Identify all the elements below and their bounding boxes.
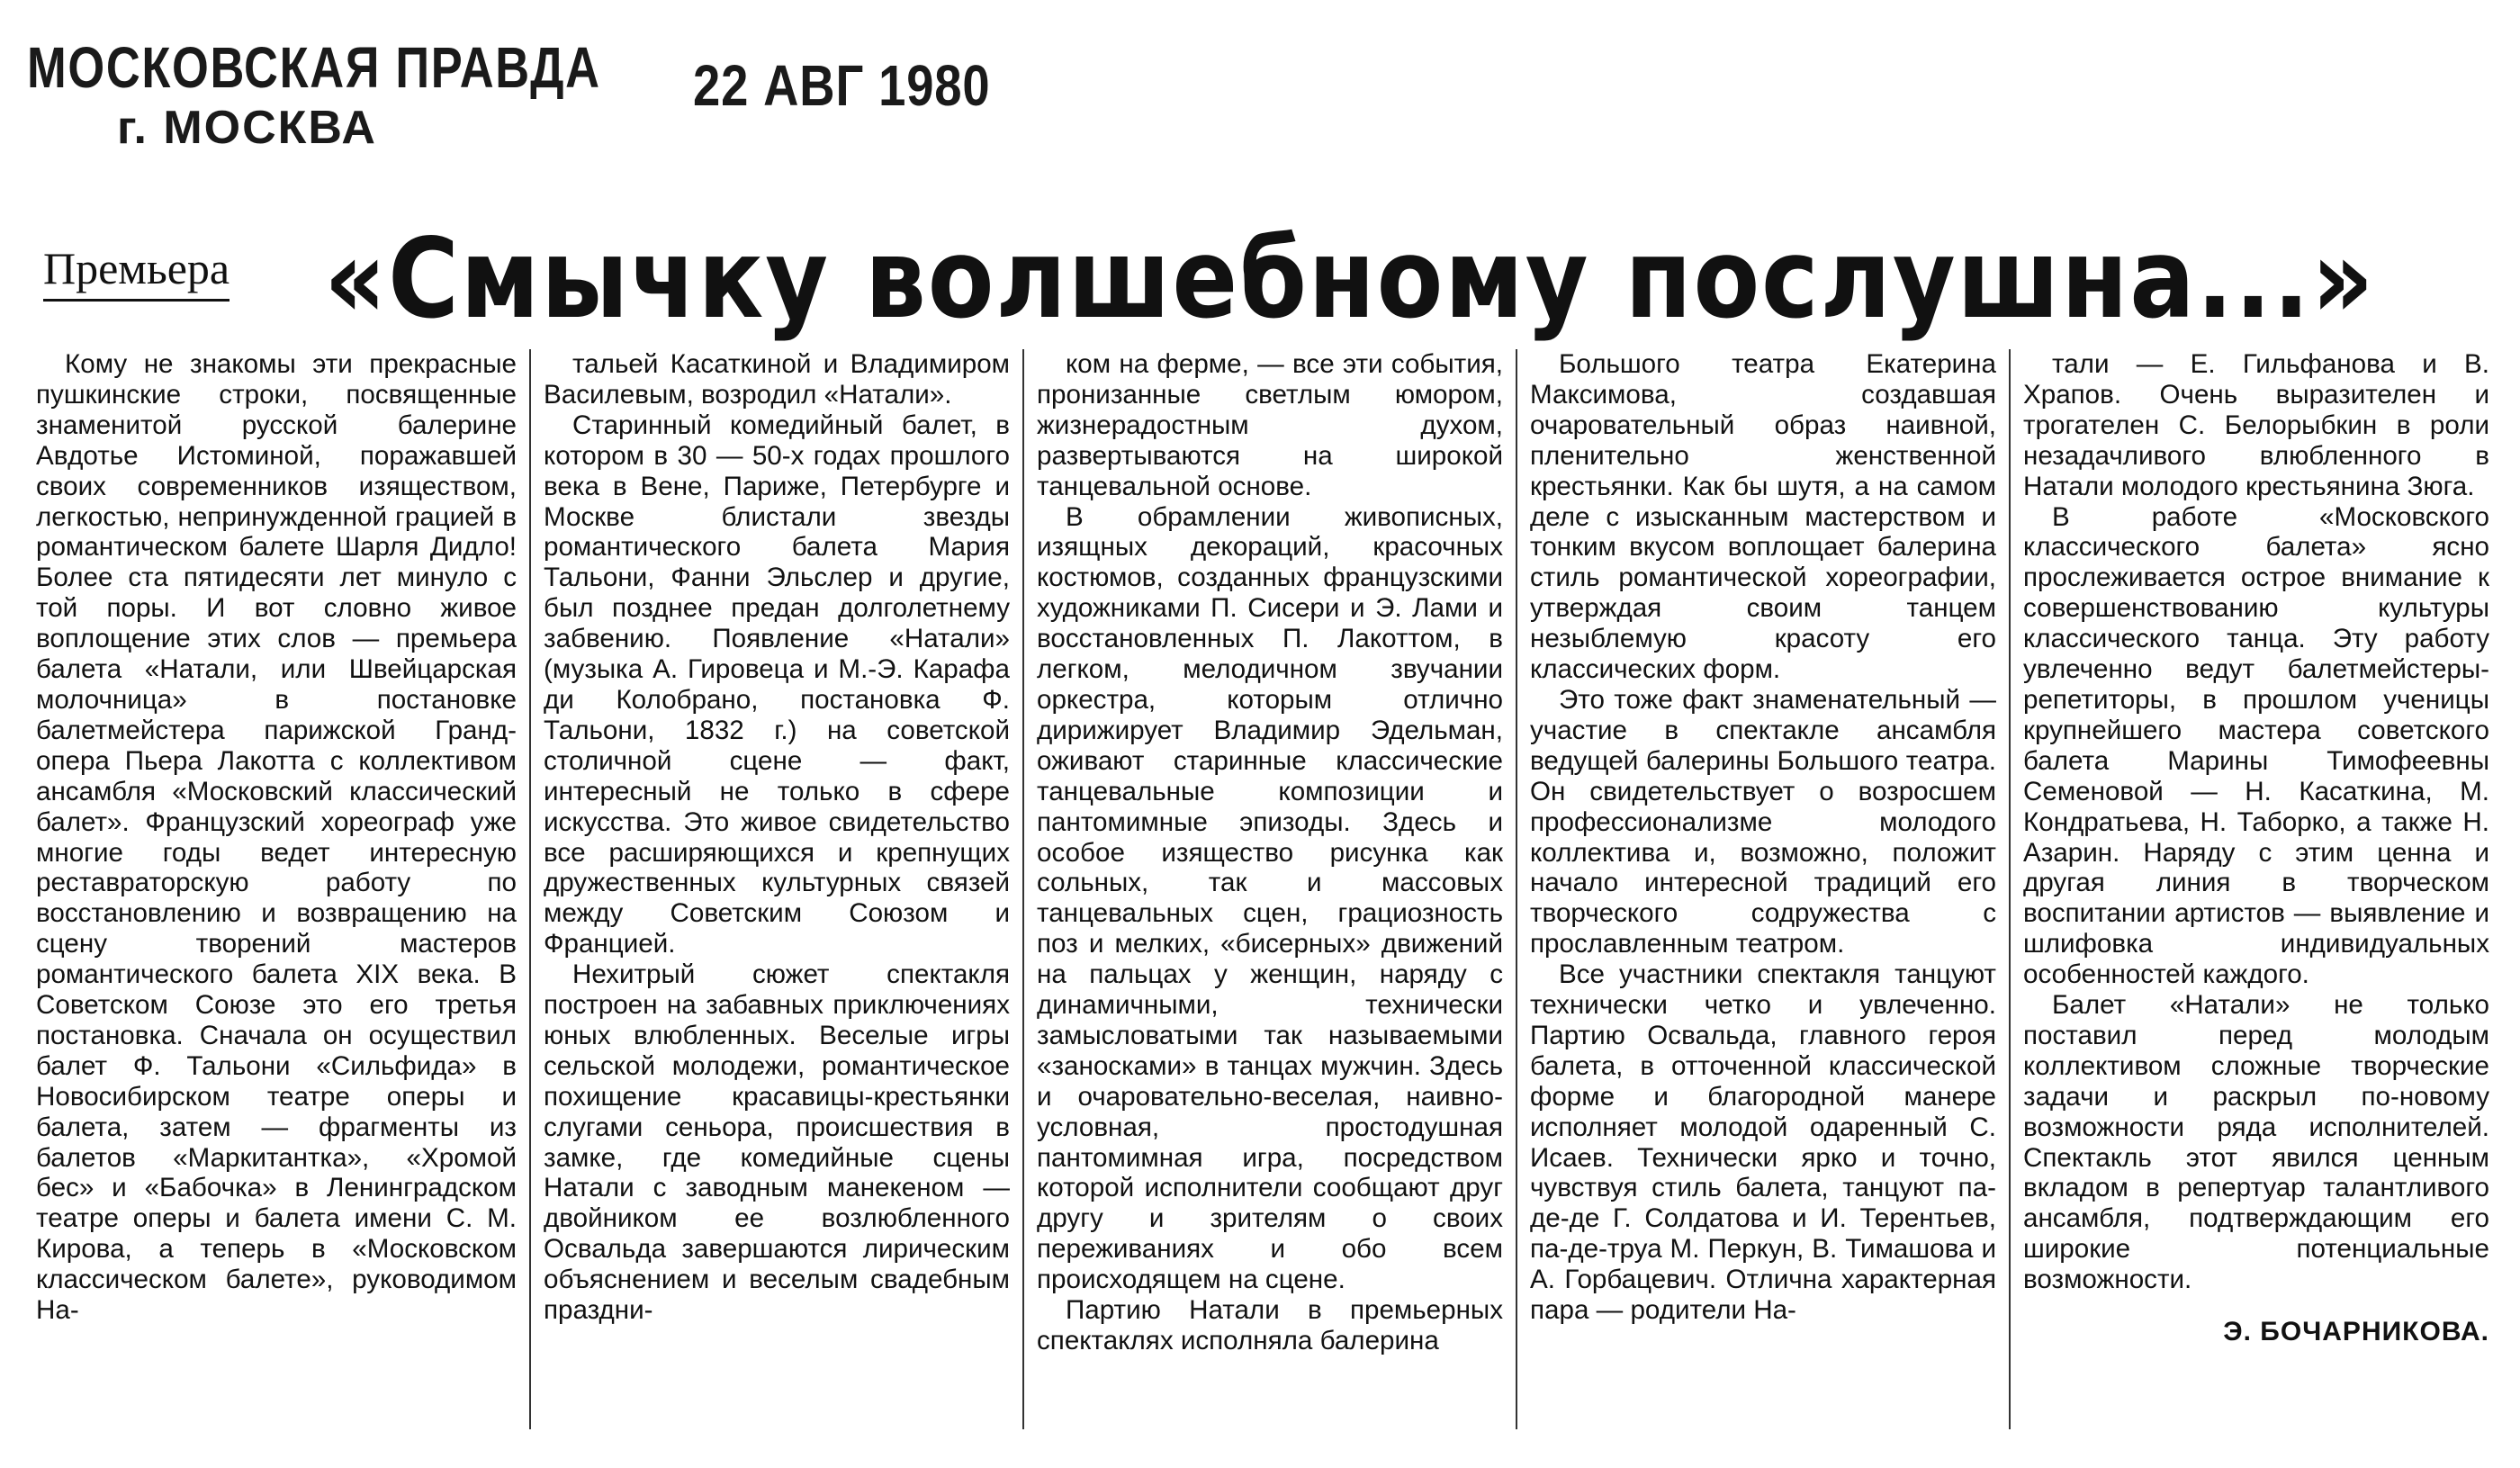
paragraph: Большого театра Екатерина Максимова, создавшая очаровательный образ наивной, пленительно женственной крестьянки. Как бы шутя, а на самом деле с изысканным мастерством и тонким вкусом воплощает балерина стиль романтической хореографии, утверждая своим танцем незыблемую красоту его классических форм. <box>1530 349 1996 685</box>
paragraph: Это тоже факт знаменательный — участие в спектакле ансамбля ведущей балерины Большого театра. Он свидетельствует о возросшем профессионализме молодого коллектива и, возможно, положит начало интересной традиций его творческого содружества с прославленным театром. <box>1530 684 1996 959</box>
paragraph: Нехитрый сюжет спектакля построен на забавных приключениях юных влюбленных. Веселые игры сельской молодежи, романтическое похищение красавицы-крестьянки слугами сеньора, происшествия в замке, где комедийные сцены Натали с заводным манекеном — двойником ее возлюбленного Освальда завершаются лирическим объяснением и веселым свадебным праздни- <box>544 959 1010 1326</box>
paragraph: В работе «Московского классического балета» ясно прослеживается острое внимание к совершенствованию культуры классического танца. Эту работу увлеченно ведут балетмейстеры-репетиторы, в прошлом ученицы крупнейшего мастера советского балета Марины Тимофеевны Семеновой — Н. Касаткина, М. Кондратьева, Н. Таборко, а также Н. Азарин. Наряду с этим ценна и другая линия в творческом воспитании артистов — выявление и шлифовка индивидуальных особенностей каждого. <box>2023 501 2489 990</box>
article-headline: «Смычку волшебному послушна...» <box>324 215 2376 343</box>
paragraph: Старинный комедийный балет, в котором в 30 — 50-х годах прошлого века в Вене, Париже, Петербурге и Москве блистали звезды романтического балета Мария Тальони, Фанни Эльслер и другие, был позднее предан долголетнему забвению. Появление «Натали» (музыка А. Гировеца и М.-Э. Карафа ди Колобрано, постановка Ф. Тальони, 1832 г.) на советской столичной сцене — факт, интересный не только в сфере искусства. Это живое свидетельство все расширяющихся и крепнущих дружественных культурных связей между Советским Союзом и Францией. <box>544 410 1010 959</box>
paragraph: тали — Е. Гильфанова и В. Храпов. Очень выразителен и трогателен С. Белорыбкин в роли незадачливого влюбленного в Натали молодого крестьянина Зюга. <box>2023 349 2489 501</box>
paragraph: Кому не знакомы эти прекрасные пушкинские строки, посвященные знаменитой русской балерине Авдотье Истоминой, поражавшей своих современников изяществом, легкостью, непринужденной грацией в романтическом балете Шарля Дидло! Более ста пятидесяти лет минуло с той поры. И вот словно живое воплощение этих слов — премьера балета «Натали, или Швейцарская молочница» в постановке балетмейстера парижской Гранд-опера Пьера Лакотта с коллективом ансамбля «Московский классический балет». Французский хореограф уже многие годы ведет интересную реставраторскую работу по восстановлению и возвращению на сцену творений мастеров романтического балета XIX века. В Советском Союзе это его третья постановка. Сначала он осуществил балет Ф. Тальони «Сильфида» в Новосибирском театре оперы и балета, затем — фрагменты из балетов «Маркитантка», «Хромой бес» и «Бабочка» в Ленинградском театре оперы и балета имени С. М. Кирова, а теперь в «Московском классическом балете», руководимом На- <box>36 349 517 1326</box>
newspaper-city: г. МОСКВА <box>117 102 377 154</box>
paragraph: тальей Касаткиной и Владимиром Василевым, возродил «Натали». <box>544 349 1010 410</box>
article-column-3 <box>1022 349 1516 1429</box>
article-column-2 <box>529 349 1022 1429</box>
paragraph: Балет «Натали» не только поставил перед молодым коллективом сложные творческие задачи и раскрыл по-новому возможности ряда исполнителей. Спектакль этот явился ценным вкладом в репертуар талантливого ансамбля, подтверждающим его широкие потенциальные возможности. <box>2023 990 2489 1295</box>
newspaper-stamp <box>27 36 727 157</box>
paragraph: ком на ферме, — все эти события, пронизанные светлым юмором, жизнерадостным духом, развертываются на широкой танцевальной основе. <box>1037 349 1503 501</box>
date-stamp: 22 АВГ 1980 <box>693 53 991 118</box>
newspaper-name: МОСКОВСКАЯ ПРАВДА <box>27 35 601 100</box>
author-signature: Э. БОЧАРНИКОВА. <box>2223 1317 2489 1347</box>
article-column-5 <box>2009 349 2502 1429</box>
rubric-label: Премьера <box>43 243 230 302</box>
paragraph: Все участники спектакля танцуют технически четко и увлеченно. Партию Освальда, главного героя балета, в отточенной классической форме и благородной манере исполняет молодой одаренный С. Исаев. Технически ярко и точно, чувствуя стиль балета, танцуют па-де-де Г. Солдатова и И. Терентьев, па-де-труа М. Перкун, В. Тимашова и А. Горбацевич. Отлична характерная пара — родители На- <box>1530 959 1996 1326</box>
article-body <box>36 349 2502 1429</box>
article-column-4 <box>1516 349 2009 1429</box>
paragraph: Партию Натали в премьерных спектаклях исполняла балерина <box>1037 1295 1503 1355</box>
article-column-1 <box>36 349 529 1429</box>
paragraph: В обрамлении живописных, изящных декораций, красочных костюмов, созданных французскими художниками П. Сисери и Э. Лами и восстановленных П. Лакоттом, в легком, мелодичном звучании оркестра, которым отлично дирижирует Владимир Эдельман, оживают старинные классические танцевальные композиции и пантомимные эпизоды. Здесь и особое изящество рисунка как сольных, так и массовых танцевальных сцен, грациозность поз и мелких, «бисерных» движений на пальцах у женщин, наряду с динамичными, технически замысловатыми так называемыми «заносками» в танцах мужчин. Здесь и очаровательно-веселая, наивно-условная, простодушная пантомимная игра, посредством которой исполнители сообщают друг другу и зрителям о своих переживаниях и обо всем происходящем на сцене. <box>1037 501 1503 1295</box>
